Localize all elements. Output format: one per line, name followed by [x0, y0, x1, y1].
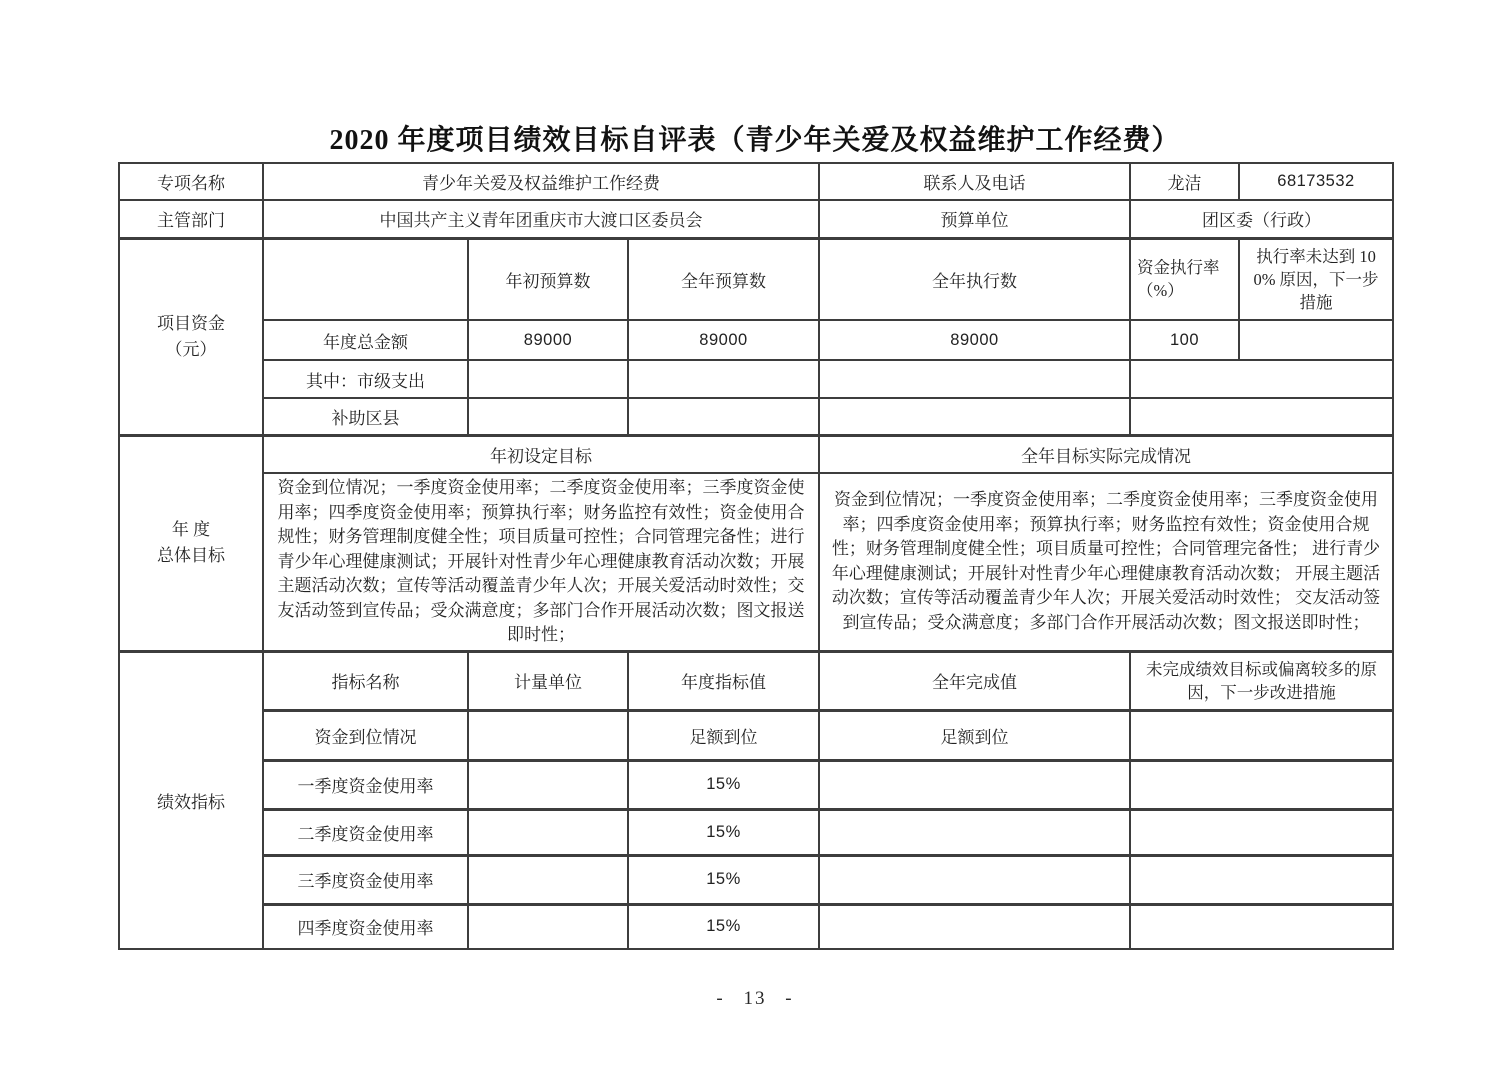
goal-section-label-line2: 总体目标 [157, 546, 225, 565]
indicator-target: 足额到位 [628, 710, 819, 760]
indicator-target: 15% [628, 855, 819, 904]
funds-municipal-annual-budget [628, 360, 819, 398]
row-funds-header [119, 238, 1393, 320]
budget-unit-label: 预算单位 [819, 200, 1130, 238]
project-name-value: 青少年关爱及权益维护工作经费 [263, 163, 819, 200]
funds-section-label-line1: 项目资金 [157, 313, 225, 333]
funds-municipal-label: 其中：市级支出 [263, 360, 468, 398]
funds-header-reason: 执行率未达到 100% 原因，下一步措施 [1239, 238, 1393, 320]
funds-subsidy-annual-execution [819, 398, 1130, 435]
goal-initial-text: 资金到位情况；一季度资金使用率；二季度资金使用率；三季度资金使用率；四季度资金使用率；预算执行率；财务监控有效性；资金使用合规性；财务管理制度健全性；项目质量可控性；合同管理完备性；进行青少年心理健康测试；开展针对性青少年心理健康教育活动次数；开展主题活动次数；宣传等活动覆盖青少年人次；开展关爱活动时效性；交友活动签到宣传品；受众满意度；多部门合作开展活动次数；图文报送即时性； [263, 473, 819, 651]
row-indicator-funds-in-place [119, 710, 1393, 760]
funds-subsidy-label: 补助区县 [263, 398, 468, 435]
indicator-section-label: 绩效指标 [119, 651, 263, 949]
indicator-header-name: 指标名称 [263, 651, 468, 710]
funds-total-annual-execution: 89000 [819, 320, 1130, 360]
funds-total-execution-rate: 100 [1130, 320, 1239, 360]
indicator-target: 15% [628, 904, 819, 949]
indicator-name: 一季度资金使用率 [263, 760, 468, 809]
indicator-name: 三季度资金使用率 [263, 855, 468, 904]
indicator-header-reason: 未完成绩效目标或偏离较多的原因，下一步改进措施 [1130, 651, 1393, 710]
goal-actual-header: 全年目标实际完成情况 [819, 435, 1393, 473]
funds-header-annual-execution: 全年执行数 [819, 238, 1130, 320]
goal-initial-header: 年初设定目标 [263, 435, 819, 473]
budget-unit-value: 团区委（行政） [1130, 200, 1393, 238]
indicator-header-completion: 全年完成值 [819, 651, 1130, 710]
goal-section-label [119, 435, 263, 651]
indicator-completion [819, 809, 1130, 855]
row-indicator-q1 [119, 760, 1393, 809]
row-goal-content [119, 473, 1393, 651]
indicator-name: 四季度资金使用率 [263, 904, 468, 949]
document-title: 2020 年度项目绩效目标自评表（青少年关爱及权益维护工作经费） [329, 125, 1181, 156]
indicator-name: 资金到位情况 [263, 710, 468, 760]
indicator-reason [1130, 809, 1393, 855]
funds-section-label-line2: （元） [165, 339, 217, 359]
department-value: 中国共产主义青年团重庆市大渡口区委员会 [263, 200, 819, 238]
funds-subsidy-initial-budget [468, 398, 628, 435]
goal-section-label-line1: 年 度 [171, 520, 211, 539]
row-indicator-q4 [119, 904, 1393, 949]
indicator-header-target: 年度指标值 [628, 651, 819, 710]
self-eval-table [118, 162, 1394, 950]
indicator-unit [468, 809, 628, 855]
funds-header-execution-rate: 资金执行率（%） [1130, 238, 1239, 320]
indicator-completion [819, 855, 1130, 904]
contact-name-value: 龙洁 [1130, 163, 1239, 200]
indicator-reason [1130, 760, 1393, 809]
indicator-target: 15% [628, 760, 819, 809]
row-indicator-q3 [119, 855, 1393, 904]
indicator-completion [819, 904, 1130, 949]
row-funds-subsidy [119, 398, 1393, 435]
row-goal-header [119, 435, 1393, 473]
department-label: 主管部门 [119, 200, 263, 238]
row-funds-municipal [119, 360, 1393, 398]
contact-phone-value: 68173532 [1239, 163, 1393, 200]
funds-municipal-annual-execution [819, 360, 1130, 398]
funds-header-initial-budget: 年初预算数 [468, 238, 628, 320]
row-project-name [119, 163, 1393, 200]
goal-actual-text: 资金到位情况；一季度资金使用率；二季度资金使用率；三季度资金使用率；四季度资金使用率；预算执行率；财务监控有效性；资金使用合规性；财务管理制度健全性；项目质量可控性；合同管理完备性； 进行青少年心理健康测试；开展针对性青少年心理健康教育活动次数； 开展主题活动次数；宣传等活动覆盖青少年人次；开展关爱活动时效性； 交友活动签到宣传品；受众满意度；多部门合作开展活动次数；图文报送即时性； [819, 473, 1393, 651]
funds-municipal-note [1130, 360, 1393, 398]
indicator-header-unit: 计量单位 [468, 651, 628, 710]
indicator-completion: 足额到位 [819, 710, 1130, 760]
indicator-target: 15% [628, 809, 819, 855]
funds-total-reason [1239, 320, 1393, 360]
funds-header-blank [263, 238, 468, 320]
page-number: - 13 - [716, 988, 794, 1009]
funds-header-annual-budget: 全年预算数 [628, 238, 819, 320]
funds-municipal-initial-budget [468, 360, 628, 398]
funds-total-annual-budget: 89000 [628, 320, 819, 360]
indicator-unit [468, 710, 628, 760]
funds-subsidy-note [1130, 398, 1393, 435]
indicator-unit [468, 904, 628, 949]
row-funds-total [119, 320, 1393, 360]
row-indicator-q2 [119, 809, 1393, 855]
contact-label: 联系人及电话 [819, 163, 1130, 200]
row-indicator-header [119, 651, 1393, 710]
project-name-label: 专项名称 [119, 163, 263, 200]
indicator-reason [1130, 710, 1393, 760]
funds-total-label: 年度总金额 [263, 320, 468, 360]
indicator-unit [468, 855, 628, 904]
indicator-name: 二季度资金使用率 [263, 809, 468, 855]
funds-section-label [119, 238, 263, 435]
indicator-reason [1130, 855, 1393, 904]
indicator-completion [819, 760, 1130, 809]
row-department [119, 200, 1393, 238]
funds-total-initial-budget: 89000 [468, 320, 628, 360]
funds-subsidy-annual-budget [628, 398, 819, 435]
indicator-unit [468, 760, 628, 809]
indicator-reason [1130, 904, 1393, 949]
